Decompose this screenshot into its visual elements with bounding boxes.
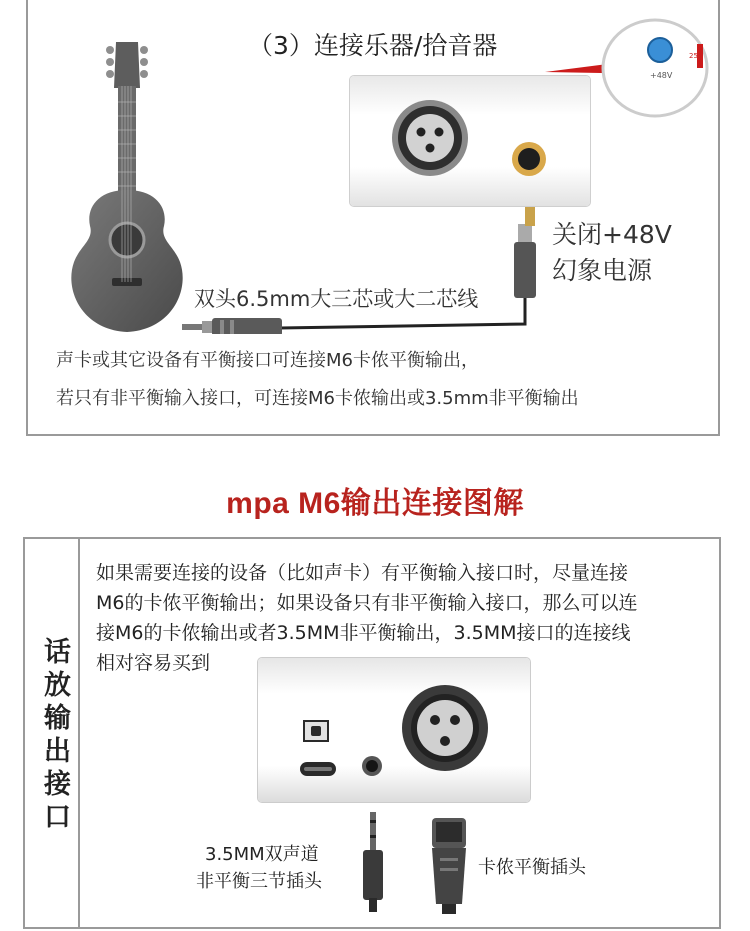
inset-number: 25 (689, 52, 698, 60)
section-heading: （3）连接乐器/拾音器 (248, 31, 498, 60)
phantom-power-note-2: 幻象电源 (552, 256, 653, 285)
trs-plug-label-line1: 3.5MM双声道 (205, 844, 319, 865)
paragraph-line: 如果需要连接的设备（比如声卡）有平衡输入接口时，尽量连接 (96, 562, 629, 584)
xlr-plug-label: 卡侬平衡插头 (478, 857, 586, 878)
trs-plug-label-line2: 非平衡三节插头 (196, 871, 322, 892)
phantom-switch-zoom-inset (545, 10, 715, 122)
inset-48v-label: +48V (650, 71, 673, 80)
dc-power-port-pin (311, 726, 321, 736)
quarter-inch-jack (510, 140, 548, 178)
paragraph-line: 相对容易买到 (96, 652, 211, 674)
xlr-input-port (390, 98, 470, 178)
page-section-title: mpa M6输出连接图解 (226, 487, 524, 520)
side-label: 话放输出接口 (39, 637, 70, 835)
phantom-power-note: 关闭+48V (552, 220, 672, 249)
xlr-output-port (400, 683, 490, 773)
instrument-cable (180, 224, 540, 334)
trs-plug-icon (355, 812, 391, 912)
guitar-illustration (58, 40, 198, 336)
paragraph-line: 接M6的卡侬输出或者3.5MM非平衡输出，3.5MM接口的连接线 (96, 622, 631, 644)
usb-c-port-inner (304, 767, 332, 771)
top-description-line-1: 声卡或其它设备有平衡接口可连接M6卡侬平衡输出， (56, 350, 479, 371)
paragraph-line: M6的卡侬平衡输出；如果设备只有非平衡输入接口，那么可以连 (96, 592, 638, 614)
cable-label: 双头6.5mm大三芯或大二芯线 (194, 287, 479, 311)
mini-jack-output (360, 754, 384, 778)
top-description-line-2: 若只有非平衡输入接口，可连接M6卡侬输出或3.5mm非平衡输出 (56, 388, 579, 409)
xlr-plug-icon (428, 818, 470, 914)
